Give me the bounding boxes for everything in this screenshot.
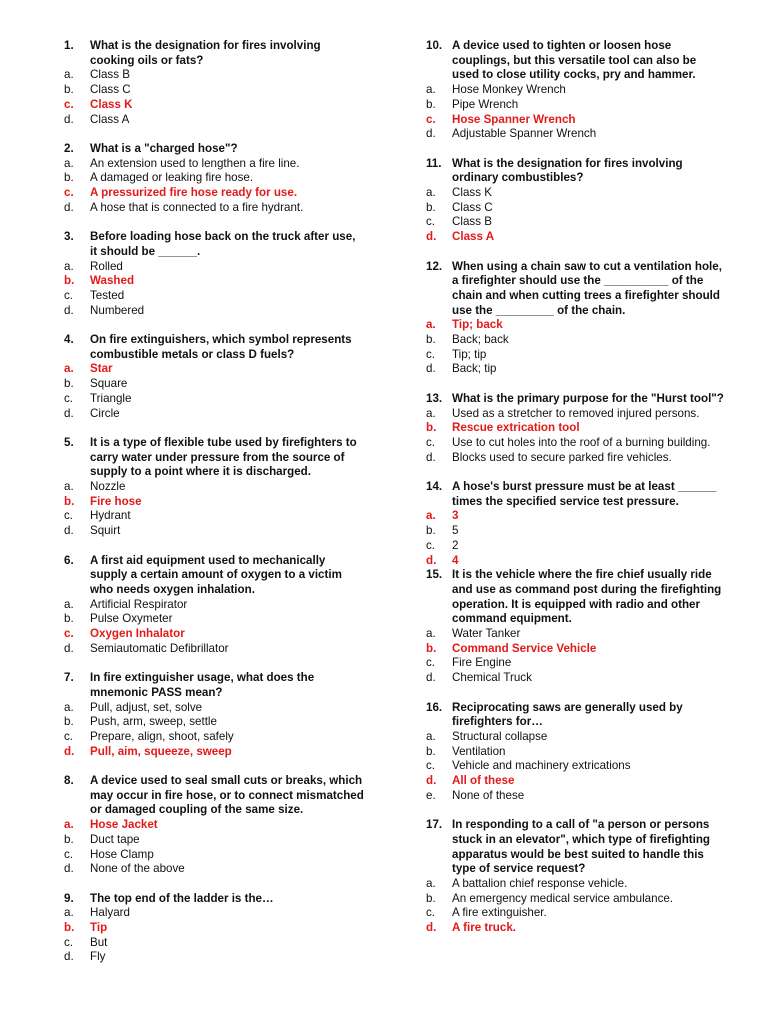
option-letter: d. [426, 921, 437, 935]
option-letter: a. [64, 906, 74, 920]
option-letter: d. [426, 671, 436, 685]
answer-option [426, 407, 726, 422]
option-letter: d. [426, 362, 436, 376]
option-text: Rescue extrication tool [452, 421, 580, 435]
option-text: Ventilation [452, 744, 506, 758]
option-letter: b. [64, 715, 74, 729]
option-letter: a. [64, 480, 74, 494]
option-text: Chemical Truck [452, 671, 532, 685]
option-letter: d. [64, 641, 74, 655]
answer-option [426, 215, 726, 230]
option-letter: d. [426, 230, 437, 244]
option-text: Fire Engine [452, 656, 512, 670]
question-block [426, 39, 726, 142]
answer-option [426, 877, 726, 892]
question-text: A first aid equipment used to mechanically supply a certain amount of oxygen to a victim who needs oxygen inhalation. [90, 553, 342, 596]
answer-option [64, 701, 364, 716]
option-letter: b. [426, 333, 436, 347]
answer-option [64, 612, 364, 627]
question-block [64, 142, 364, 216]
question-header [64, 774, 364, 818]
option-text: An extension used to lengthen a fire line. [90, 156, 300, 170]
answer-option [426, 362, 726, 377]
option-text: Water Tanker [452, 627, 521, 641]
option-text: A fire truck. [452, 921, 516, 935]
option-text: A pressurized fire hose ready for use. [90, 186, 298, 200]
option-text: All of these [452, 774, 515, 788]
question-number: 4. [64, 333, 74, 347]
option-letter: d. [64, 950, 74, 964]
option-letter: a. [426, 509, 436, 523]
answer-option [64, 68, 364, 83]
answer-option [426, 789, 726, 804]
question-header [64, 230, 364, 259]
question-header [426, 260, 726, 319]
option-text: Artificial Respirator [90, 597, 188, 611]
option-letter: b. [426, 891, 436, 905]
option-letter: b. [426, 641, 437, 655]
answer-option [426, 451, 726, 466]
question-header [64, 436, 364, 480]
answer-option [64, 407, 364, 422]
option-letter: b. [64, 171, 74, 185]
option-letter: b. [64, 612, 74, 626]
question-header [426, 818, 726, 877]
option-text: A fire extinguisher. [452, 906, 547, 920]
option-text: Use to cut holes into the roof of a burning building. [452, 435, 711, 449]
option-letter: a. [426, 83, 436, 97]
question-number: 17. [426, 818, 443, 832]
option-letter: b. [64, 83, 74, 97]
option-letter: d. [426, 553, 437, 567]
correct-answer-option [64, 362, 364, 377]
question-header [64, 142, 364, 157]
option-letter: a. [426, 627, 436, 641]
correct-answer-option [426, 509, 726, 524]
option-letter: b. [64, 377, 74, 391]
option-letter: b. [426, 421, 437, 435]
option-letter: d. [64, 303, 74, 317]
question-number: 5. [64, 435, 74, 449]
option-letter: a. [426, 729, 436, 743]
correct-answer-option [64, 274, 364, 289]
correct-answer-option [64, 745, 364, 760]
option-letter: a. [426, 876, 436, 890]
option-text: Square [90, 377, 128, 391]
option-letter: d. [64, 862, 74, 876]
option-text: None of the above [90, 862, 185, 876]
answer-option [64, 260, 364, 275]
option-letter: e. [426, 788, 436, 802]
answer-option [64, 289, 364, 304]
option-text: Tested [90, 288, 125, 302]
question-block [64, 892, 364, 966]
option-letter: b. [426, 744, 436, 758]
question-number: 9. [64, 891, 74, 905]
answer-option [64, 936, 364, 951]
option-text: A damaged or leaking fire hose. [90, 171, 254, 185]
question-text: Reciprocating saws are generally used by firefighters for… [452, 700, 683, 729]
option-text: Pipe Wrench [452, 97, 519, 111]
option-letter: c. [64, 935, 74, 949]
option-letter: a. [426, 318, 436, 332]
option-text: Blocks used to secure parked fire vehicles. [452, 450, 672, 464]
question-text: On fire extinguishers, which symbol represents combustible metals or class D fuels? [90, 333, 352, 361]
option-text: Pulse Oxymeter [90, 612, 173, 626]
option-letter: b. [64, 921, 75, 935]
option-text: Class A [90, 112, 130, 126]
option-letter: c. [426, 759, 436, 773]
option-letter: a. [64, 597, 74, 611]
answer-option [64, 157, 364, 172]
option-letter: c. [64, 847, 74, 861]
question-text: A device used to tighten or loosen hose couplings, but this versatile tool can also be used to close utility cocks, pry and hammer. [452, 39, 697, 82]
answer-option [64, 833, 364, 848]
answer-option [426, 201, 726, 216]
question-text: When using a chain saw to cut a ventilation hole, a firefighter should use the __________ of the chain and when cutting trees a firefighter should use the _________ of the chain. [452, 259, 722, 317]
question-number: 14. [426, 480, 443, 494]
question-header [64, 671, 364, 700]
option-text: Hose Monkey Wrench [452, 83, 566, 97]
option-text: 5 [452, 524, 459, 538]
option-letter: a. [426, 406, 436, 420]
option-text: Class B [452, 215, 492, 229]
option-letter: c. [426, 538, 436, 552]
option-text: Nozzle [90, 480, 126, 494]
question-number: 8. [64, 774, 74, 788]
question-text: What is the designation for fires involving cooking oils or fats? [90, 39, 321, 67]
option-text: Hose Spanner Wrench [452, 112, 576, 126]
question-text: Before loading hose back on the truck after use, it should be ______. [90, 230, 356, 258]
answer-option [426, 759, 726, 774]
question-header [64, 333, 364, 362]
option-text: An emergency medical service ambulance. [452, 891, 674, 905]
correct-answer-option [64, 627, 364, 642]
option-letter: d. [64, 744, 75, 758]
option-letter: a. [64, 362, 74, 376]
left-column [64, 39, 364, 980]
question-header [426, 480, 726, 509]
option-letter: c. [64, 627, 74, 641]
question-number: 6. [64, 553, 74, 567]
correct-answer-option [64, 921, 364, 936]
answer-option [426, 333, 726, 348]
option-text: Class A [452, 230, 495, 244]
option-text: Star [90, 362, 113, 376]
question-block [64, 554, 364, 657]
option-letter: a. [64, 259, 74, 273]
option-text: Oxygen Inhalator [90, 627, 185, 641]
option-text: Class K [90, 97, 133, 111]
option-letter: c. [426, 435, 436, 449]
question-number: 11. [426, 156, 442, 170]
option-text: Tip; tip [452, 347, 487, 361]
option-text: Tip [90, 921, 108, 935]
answer-option [426, 906, 726, 921]
correct-answer-option [64, 186, 364, 201]
option-letter: c. [426, 215, 436, 229]
question-block [426, 392, 726, 466]
question-block [64, 436, 364, 539]
option-letter: c. [64, 288, 74, 302]
option-text: Used as a stretcher to removed injured persons. [452, 406, 700, 420]
question-block [64, 671, 364, 759]
correct-answer-option [426, 421, 726, 436]
option-text: Hose Clamp [90, 847, 154, 861]
question-number: 16. [426, 700, 443, 714]
option-letter: a. [64, 818, 74, 832]
question-header [426, 701, 726, 730]
question-number: 7. [64, 671, 74, 685]
answer-option [426, 656, 726, 671]
correct-answer-option [64, 818, 364, 833]
option-letter: c. [426, 906, 436, 920]
question-text: The top end of the ladder is the… [90, 891, 274, 905]
correct-answer-option [426, 642, 726, 657]
option-text: Numbered [90, 303, 145, 317]
answer-option [64, 642, 364, 657]
answer-option [64, 377, 364, 392]
answer-option [426, 539, 726, 554]
option-text: Adjustable Spanner Wrench [452, 127, 597, 141]
answer-option [426, 98, 726, 113]
answer-option [64, 113, 364, 128]
option-letter: b. [426, 97, 436, 111]
option-text: Pull, adjust, set, solve [90, 700, 203, 714]
option-text: Vehicle and machinery extrications [452, 759, 631, 773]
answer-option [64, 201, 364, 216]
question-number: 3. [64, 230, 74, 244]
option-text: Fire hose [90, 494, 142, 508]
question-header [426, 568, 726, 627]
option-letter: a. [426, 186, 436, 200]
question-text: In responding to a call of "a person or persons stuck in an elevator", which type of firefighting apparatus would be best suited to handle this type of service request? [452, 818, 711, 876]
option-text: Push, arm, sweep, settle [90, 715, 217, 729]
answer-option [64, 304, 364, 319]
answer-option [64, 598, 364, 613]
question-header [426, 157, 726, 186]
question-header [426, 392, 726, 407]
question-block [64, 230, 364, 318]
right-column [426, 39, 726, 950]
correct-answer-option [64, 98, 364, 113]
answer-option [426, 627, 726, 642]
option-text: 2 [452, 538, 459, 552]
answer-option [64, 730, 364, 745]
question-block [64, 39, 364, 127]
answer-option [426, 730, 726, 745]
option-text: Squirt [90, 524, 121, 538]
option-text: Pull, aim, squeeze, sweep [90, 744, 232, 758]
option-letter: d. [64, 406, 74, 420]
answer-option [426, 892, 726, 907]
answer-option [426, 671, 726, 686]
correct-answer-option [426, 113, 726, 128]
question-header [64, 554, 364, 598]
question-block [426, 568, 726, 686]
option-letter: a. [64, 700, 74, 714]
answer-option [426, 127, 726, 142]
option-text: 3 [452, 509, 459, 523]
option-text: Fly [90, 950, 106, 964]
answer-option [64, 392, 364, 407]
question-text: A hose's burst pressure must be at least ______ times the specified service test pressure. [452, 480, 717, 508]
answer-option [426, 436, 726, 451]
option-letter: c. [426, 347, 436, 361]
option-letter: b. [64, 274, 75, 288]
question-number: 2. [64, 141, 74, 155]
answer-option [64, 848, 364, 863]
question-block [426, 157, 726, 245]
question-block [426, 701, 726, 804]
option-letter: b. [426, 524, 436, 538]
answer-option [64, 862, 364, 877]
option-letter: c. [64, 509, 74, 523]
question-header [64, 892, 364, 907]
option-text: Prepare, align, shoot, safely [90, 729, 234, 743]
option-letter: b. [64, 494, 75, 508]
question-number: 15. [426, 568, 443, 582]
option-text: None of these [452, 788, 525, 802]
question-text: What is the primary purpose for the "Hurst tool"? [452, 391, 724, 405]
answer-option [64, 524, 364, 539]
question-text: In fire extinguisher usage, what does the mnemonic PASS mean? [90, 671, 315, 699]
option-letter: c. [64, 186, 74, 200]
option-text: Back; back [452, 333, 509, 347]
option-text: Command Service Vehicle [452, 641, 597, 655]
option-text: Semiautomatic Defibrillator [90, 641, 229, 655]
option-text: Class B [90, 68, 130, 82]
answer-option [64, 171, 364, 186]
option-letter: b. [426, 200, 436, 214]
question-header [426, 39, 726, 83]
correct-answer-option [64, 495, 364, 510]
option-letter: b. [64, 832, 74, 846]
option-letter: d. [426, 774, 437, 788]
question-text: A device used to seal small cuts or breaks, which may occur in fire hose, or to connect mismatched or damaged coupling of the same size. [90, 774, 364, 817]
question-header [64, 39, 364, 68]
answer-option [426, 745, 726, 760]
answer-option [64, 950, 364, 965]
question-number: 13. [426, 391, 443, 405]
question-block [64, 774, 364, 877]
question-text: What is the designation for fires involving ordinary combustibles? [452, 156, 683, 185]
option-text: A hose that is connected to a fire hydrant. [90, 200, 304, 214]
question-block [426, 818, 726, 936]
answer-option [426, 524, 726, 539]
option-letter: a. [64, 68, 74, 82]
correct-answer-option [426, 554, 726, 569]
option-text: Halyard [90, 906, 130, 920]
answer-option [426, 83, 726, 98]
correct-answer-option [426, 921, 726, 936]
option-letter: d. [64, 112, 74, 126]
option-text: Triangle [90, 391, 132, 405]
question-block [426, 480, 726, 568]
option-text: Hydrant [90, 509, 131, 523]
question-block [64, 333, 364, 421]
option-text: A battalion chief response vehicle. [452, 876, 628, 890]
option-text: Class C [90, 83, 131, 97]
option-letter: c. [64, 729, 74, 743]
question-number: 10. [426, 39, 443, 52]
option-text: 4 [452, 553, 459, 567]
option-text: Rolled [90, 259, 123, 273]
correct-answer-option [426, 774, 726, 789]
answer-option [64, 480, 364, 495]
option-text: Duct tape [90, 832, 140, 846]
question-text: It is a type of flexible tube used by firefighters to carry water under pressure from the source of supply to a point where it is discharged. [90, 435, 357, 479]
answer-option [426, 348, 726, 363]
option-letter: d. [426, 450, 436, 464]
option-letter: d. [64, 524, 74, 538]
question-block [426, 260, 726, 378]
option-text: Back; tip [452, 362, 497, 376]
answer-option [64, 509, 364, 524]
question-text: It is the vehicle where the fire chief usually ride and use as command post during the firefighting operation. It is equipped with radio and other command equipment. [452, 568, 722, 626]
correct-answer-option [426, 230, 726, 245]
option-text: Tip; back [452, 318, 503, 332]
option-letter: d. [64, 200, 74, 214]
question-number: 1. [64, 39, 74, 52]
option-text: Class K [452, 186, 492, 200]
option-letter: c. [64, 391, 74, 405]
option-text: Washed [90, 274, 135, 288]
option-text: But [90, 935, 108, 949]
answer-option [64, 906, 364, 921]
option-text: Class C [452, 200, 493, 214]
option-text: Hose Jacket [90, 818, 158, 832]
answer-option [426, 186, 726, 201]
answer-option [64, 83, 364, 98]
option-letter: c. [426, 656, 436, 670]
option-letter: c. [426, 112, 436, 126]
option-letter: a. [64, 156, 74, 170]
option-text: Structural collapse [452, 729, 548, 743]
question-number: 12. [426, 259, 443, 273]
correct-answer-option [426, 318, 726, 333]
answer-option [64, 715, 364, 730]
option-letter: d. [426, 127, 436, 141]
question-text: What is a "charged hose"? [90, 141, 238, 155]
option-text: Circle [90, 406, 120, 420]
option-letter: c. [64, 97, 74, 111]
